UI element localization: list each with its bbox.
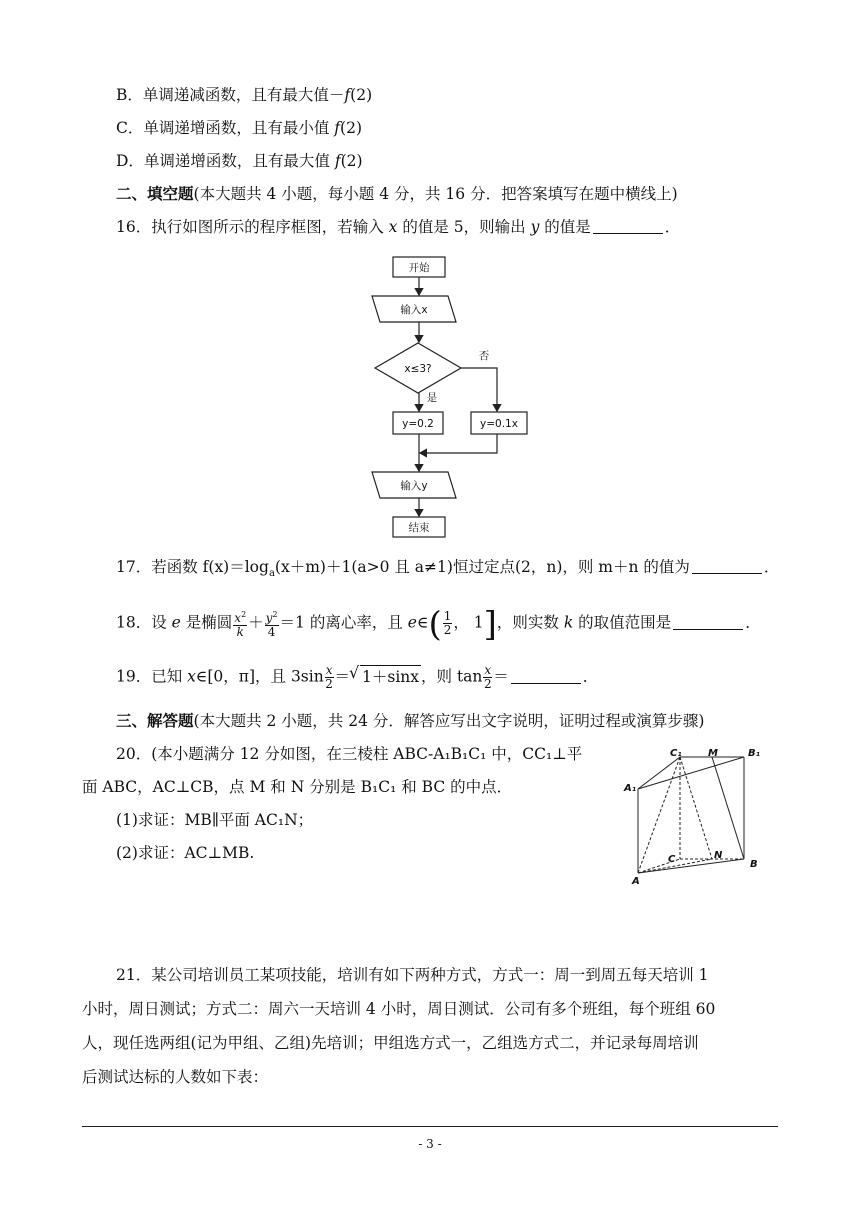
section-3-heading: 三、解答题(本大题共 2 小题，共 24 分．解答应写出文字说明，证明过程或演算步骤)	[116, 711, 705, 730]
label-c1: C₁	[670, 748, 682, 759]
flow-input-label: 输入x	[400, 304, 428, 316]
question-21-line-3: 人，现任选两组(记为甲组、乙组)先培训；甲组选方式一，乙组选方式二，并记录每周培训	[82, 1034, 699, 1052]
answer-blank	[692, 559, 762, 574]
answer-blank	[673, 615, 743, 630]
fraction-x-2b: $\frac{x}{2}$	[483, 663, 492, 691]
question-21-line-2: 小时，周日测试；方式二：周六一天培训 4 小时，周日测试．公司有多个班组，每个班组 60	[82, 1000, 716, 1018]
question-21-line-4: 后测试达标的人数如下表：	[82, 1068, 269, 1086]
question-16: 16．执行如图所示的程序框图，若输入 x 的值是 5，则输出 y 的值是 ．	[116, 218, 681, 236]
fraction-x-2: $\frac{x}{2}$	[325, 663, 333, 691]
section-2-heading: 二、填空题(本大题共 4 小题，每小题 4 分，共 16 分．把答案填写在题中横线上)	[116, 184, 678, 203]
option-d: D．单调递增函数，且有最大值 f(2)	[116, 152, 363, 170]
fraction-1-2: $\frac{1}{2}$	[443, 609, 452, 637]
option-b: B．单调递减函数，且有最大值－f(2)	[116, 86, 373, 104]
question-20-part-1: (1)求证：MB∥平面 AC₁N；	[116, 811, 314, 829]
fraction-y2-4: $\frac{y^2}{4}$	[265, 610, 278, 639]
question-21-line-1: 21．某公司培训员工某项技能，培训有如下两种方式，方式一：周一到周五每天培训 1	[116, 966, 709, 984]
fraction-x2-k: $\frac{x^2}{k}$	[234, 610, 247, 639]
question-20-part-2: (2)求证：AC⊥MB.	[116, 844, 255, 862]
question-18: 18．设 e 是椭圆 $\frac{x^2}{k}$ ＋ $\frac{y^2}{4}$ ＝1 的离心率，且 e∈( $\frac{1}{2}$ ， 1]，则实数 k 的取值范围是 ．	[116, 604, 761, 645]
prism-figure	[620, 745, 780, 885]
label-c: C	[668, 854, 676, 865]
flow-decision-label: x≤3?	[404, 363, 432, 375]
flow-right-box-label: y=0.1x	[480, 418, 518, 430]
flow-yes-label: 是	[426, 392, 438, 404]
question-20-line-2: 面 ABC，AC⊥CB，点 M 和 N 分别是 B₁C₁ 和 BC 的中点．	[82, 778, 513, 796]
flow-output-label: 输入y	[400, 480, 428, 492]
label-b1: B₁	[748, 748, 761, 759]
label-m: M	[708, 748, 718, 759]
answer-blank	[511, 669, 581, 684]
label-b: B	[750, 859, 758, 870]
page-number: - 3 -	[418, 1137, 442, 1151]
option-c: C．单调递增函数，且有最小值 f(2)	[116, 119, 363, 137]
flow-start-label: 开始	[408, 262, 430, 274]
question-20-line-1: 20．(本小题满分 12 分如图，在三棱柱 ABC-A₁B₁C₁ 中，CC₁⊥平	[116, 745, 583, 763]
answer-blank	[593, 219, 663, 234]
footer-rule	[82, 1126, 778, 1127]
label-a1: A₁	[624, 783, 637, 794]
flow-left-box-label: y=0.2	[402, 418, 434, 430]
label-a: A	[632, 876, 640, 885]
flow-no-label: 否	[478, 350, 490, 362]
question-17: 17．若函数 $f(x)=\log_a(x+m)+1(a>0$ 且 a≠1)恒过定点(2，n)，则 m＋n 的值为 ．	[116, 558, 780, 580]
flowchart	[360, 250, 540, 545]
flow-end-label: 结束	[408, 522, 430, 534]
label-n: N	[714, 850, 723, 861]
square-root: √ 1＋sinx	[360, 665, 421, 688]
question-19: 19．已知 x∈[0，π]，且 3sin $\frac{x}{2}$ ＝√ 1＋sinx ，则 tan $\frac{x}{2}$ ＝ ．	[116, 664, 598, 691]
